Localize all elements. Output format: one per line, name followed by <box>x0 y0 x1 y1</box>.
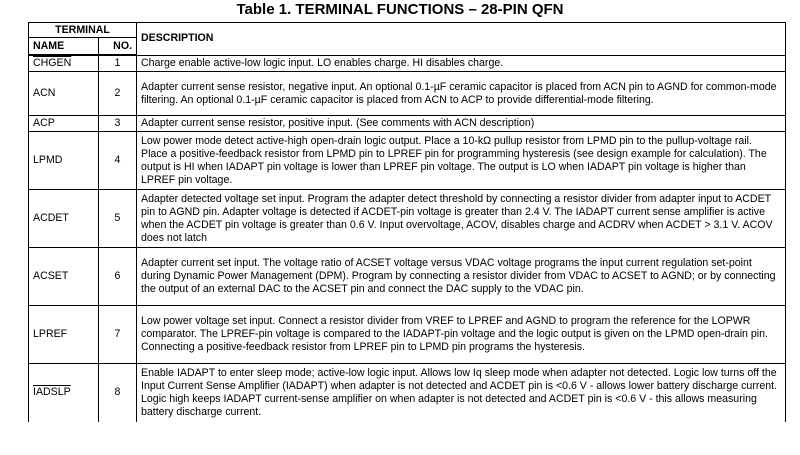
pin-number: 7 <box>99 306 137 364</box>
pin-name: ACP <box>29 116 99 132</box>
pin-description: Enable IADAPT to enter sleep mode; active-low logic input. Allows low Iq sleep mode when adapter not detected. Logic low turns off the Input Current Sense Amplifier (IADAPT) when adapter is not detected and ACDET pin is <0.6 V - allows lower battery discharge current. Logic high keeps IADAPT current-sense amplifier on when adapter is not detected and ACDET pin is <0.6 V - this allows measuring battery discharge current. <box>137 364 786 422</box>
table-title: Table 1. TERMINAL FUNCTIONS – 28-PIN QFN <box>236 1 564 18</box>
pin-name: ACN <box>29 72 99 116</box>
pin-description: Adapter current sense resistor, positive input. (See comments with ACN description) <box>137 116 786 132</box>
terminal-functions-table <box>28 22 786 422</box>
header-no: NO. <box>99 38 137 56</box>
table-row <box>29 116 786 132</box>
pin-description: Adapter current sense resistor, negative input. An optional 0.1-µF ceramic capacitor is placed from ACN pin to AGND for common-mode filtering. An optional 0.1-µF ceramic capacitor is placed from ACN to ACP to provide differential-mode filtering. <box>137 72 786 116</box>
header-description: DESCRIPTION <box>137 23 786 56</box>
pin-description: Adapter current set input. The voltage ratio of ACSET voltage versus VDAC voltage programs the input current regulation set-point during Dynamic Power Management (DPM). Program by connecting a resistor divider from VDAC to ACSET to AGND; or by connecting the output of an external DAC to the ACSET pin and connect the DAC supply to the VDAC pin. <box>137 248 786 306</box>
table-row <box>29 306 786 364</box>
pin-name: IADSLP <box>29 364 99 422</box>
header-name: NAME <box>29 38 99 56</box>
pin-number: 1 <box>99 55 137 72</box>
header-terminal: TERMINAL <box>29 23 137 38</box>
table-row <box>29 132 786 190</box>
pin-description: Charge enable active-low logic input. LO enables charge. HI disables charge. <box>137 55 786 72</box>
pin-number: 2 <box>99 72 137 116</box>
pin-name: ACSET <box>29 248 99 306</box>
pin-name: LPREF <box>29 306 99 364</box>
table-row <box>29 364 786 422</box>
table-row <box>29 72 786 116</box>
pin-number: 4 <box>99 132 137 190</box>
table-row <box>29 190 786 248</box>
pin-number: 8 <box>99 364 137 422</box>
pin-name: ACDET <box>29 190 99 248</box>
table-row <box>29 55 786 72</box>
pin-number: 5 <box>99 190 137 248</box>
pin-description: Adapter detected voltage set input. Program the adapter detect threshold by connecting a resistor divider from adapter input to ACDET pin to AGND pin. Adapter voltage is detected if ACDET-pin voltage is greater than 2.4 V. The IADAPT current sense amplifier is active when the ACDET pin voltage is greater than 0.6 V. Input overvoltage, ACOV, disables charge and ACDRV when ACDET > 3.1 V. ACOV does not latch <box>137 190 786 248</box>
table-row <box>29 248 786 306</box>
pin-number: 6 <box>99 248 137 306</box>
pin-name: CHGEN <box>29 55 99 72</box>
pin-description: Low power mode detect active-high open-drain logic output. Place a 10-kΩ pullup resistor from LPMD pin to the pullup-voltage rail. Place a positive-feedback resistor from LPMD pin to LPREF pin for programming hysteresis (see design example for calculation). The output is HI when IADAPT pin voltage is lower than LPREF pin voltage. The output is LO when IADAPT pin voltage is higher than LPREF pin voltage. <box>137 132 786 190</box>
pin-description: Low power voltage set input. Connect a resistor divider from VREF to LPREF and AGND to program the reference for the LOPWR comparator. The LPREF-pin voltage is compared to the IADAPT-pin voltage and the logic output is given on the LPMD open-drain pin. Connecting a positive-feedback resistor from LPREF pin to LPMD pin programs the hysteresis. <box>137 306 786 364</box>
pin-number: 3 <box>99 116 137 132</box>
pin-name: LPMD <box>29 132 99 190</box>
